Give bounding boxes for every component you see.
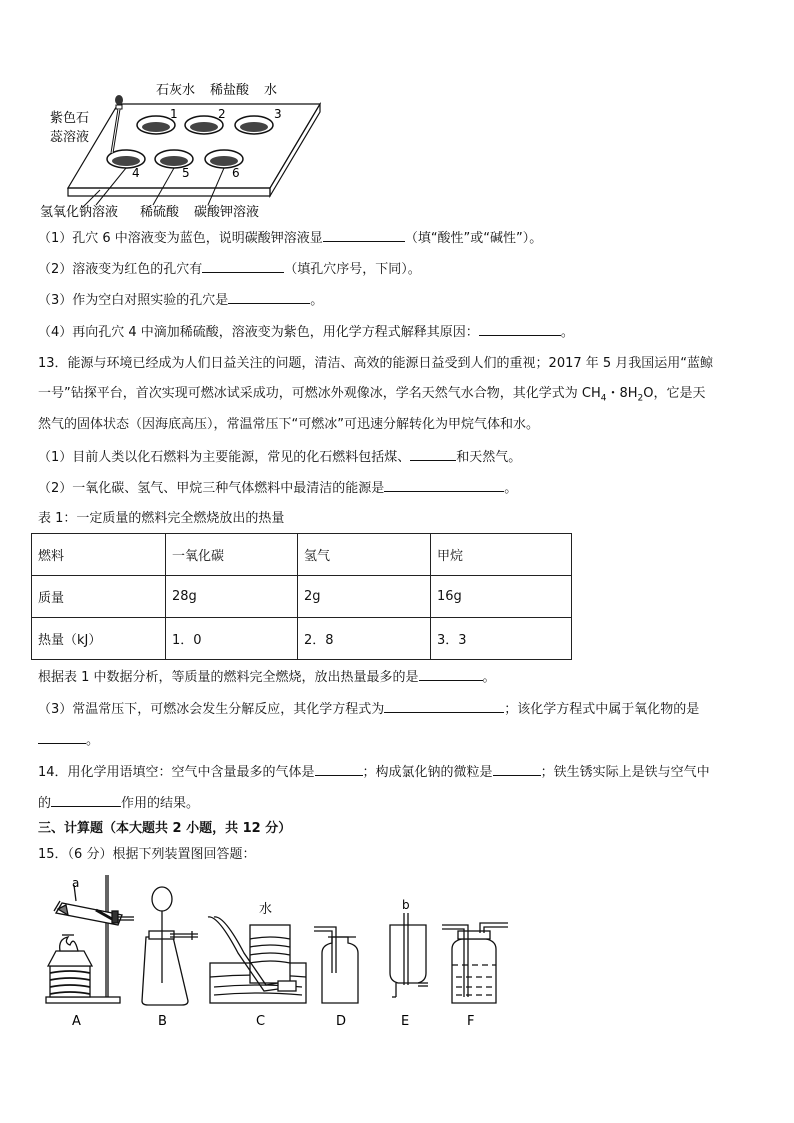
- q13-part1: [38, 448, 521, 467]
- q12-part3-end: 。: [310, 293, 324, 308]
- hole-number-5: 5: [182, 166, 190, 180]
- q13-part2: [38, 479, 517, 498]
- q13-line2-tail: O，它是天: [643, 386, 706, 401]
- table-header-row: [32, 534, 572, 576]
- q14-text-d: 的: [38, 796, 52, 811]
- q13-analysis: [38, 668, 496, 687]
- label-dilute-h2so4: 稀硫酸: [140, 205, 180, 220]
- subscript-4: 4: [600, 393, 607, 404]
- answer-blank[interactable]: [51, 794, 121, 807]
- hole-number-4: 4: [132, 166, 140, 180]
- answer-blank[interactable]: [315, 763, 363, 776]
- apparatus-b: [142, 887, 198, 1005]
- table-header-cell: 燃料: [32, 534, 166, 576]
- table-row: [32, 618, 572, 660]
- table-row: [32, 576, 572, 618]
- label-dilute-hcl: 稀盐酸: [210, 83, 250, 98]
- q14-text-c: ；铁生锈实际上是铁与空气中: [540, 765, 710, 780]
- well-3: [235, 116, 273, 134]
- label-a: a: [72, 876, 80, 890]
- fuel-heat-table: [31, 533, 572, 660]
- q13-line2: [38, 385, 705, 408]
- q13-part3-text: （3）常温常压下，可燃冰会发生分解反应，其化学方程式为: [38, 702, 385, 717]
- table-cell: 热量（kJ）: [32, 618, 166, 660]
- table-cell: 1．0: [166, 618, 298, 660]
- answer-blank[interactable]: [384, 479, 504, 492]
- dropper-icon: [112, 95, 123, 153]
- q13-analysis-end: 。: [482, 670, 496, 685]
- q13-line2-text: 一号”钻探平台，首次实现可燃冰试采成功，可燃冰外观像冰，学名天然气水合物，其化学式为 CH: [38, 386, 601, 401]
- q13-part2-text: （2）一氧化碳、氢气、甲烷三种气体燃料中最清洁的能源是: [38, 481, 385, 496]
- apparatus-f: [442, 923, 508, 1003]
- apparatus-c: [208, 917, 306, 1003]
- q12-part3-text: （3）作为空白对照实验的孔穴是: [38, 293, 229, 308]
- answer-blank[interactable]: [38, 731, 86, 744]
- apparatus-label-f: F: [467, 1014, 475, 1029]
- table-header-cell: 一氧化碳: [166, 534, 298, 576]
- label-naoh: 氢氧化钠溶液: [40, 205, 119, 220]
- q14-line2: [38, 794, 199, 813]
- answer-blank[interactable]: [323, 229, 405, 242]
- apparatus-d: [314, 927, 358, 1003]
- answer-blank[interactable]: [479, 323, 561, 336]
- answer-blank[interactable]: [410, 448, 456, 461]
- apparatus-label-d: D: [336, 1014, 347, 1029]
- q12-part2-text: （2）溶液变为红色的孔穴有: [38, 262, 203, 277]
- q14-text-e: 作用的结果。: [121, 796, 200, 811]
- section-heading: 三、计算题（本大题共 2 小题，共 12 分）: [38, 821, 292, 836]
- apparatus-label-b: B: [158, 1014, 167, 1029]
- q13-part3-end: 。: [86, 733, 100, 748]
- subscript-2: 2: [637, 393, 644, 404]
- q13-part3-cont: [38, 731, 99, 750]
- q12-part4-end: 。: [560, 325, 574, 340]
- q12-part2-hint: （填孔穴序号，下同）。: [284, 262, 421, 277]
- q13-part3: [38, 700, 699, 719]
- hole-number-6: 6: [232, 166, 240, 180]
- apparatus-a: [46, 875, 134, 1003]
- label-litmus-1: 紫色石: [50, 111, 90, 126]
- answer-blank[interactable]: [202, 260, 284, 273]
- q14-text-b: ；构成氯化钠的微粒是: [362, 765, 493, 780]
- q14-line1: [38, 763, 710, 782]
- answer-blank[interactable]: [384, 700, 504, 713]
- label-water: 水: [264, 83, 278, 98]
- answer-blank[interactable]: [228, 291, 310, 304]
- table-cell: 28g: [166, 576, 298, 618]
- hole-number-1: 1: [170, 107, 178, 121]
- q13-line3: 然气的固体状态（因海底高压），常温常压下“可燃冰”可迅速分解转化为甲烷气体和水。: [38, 417, 539, 432]
- answer-blank[interactable]: [419, 668, 483, 681]
- label-litmus-2: 蕊溶液: [50, 130, 90, 145]
- q12-part3: [38, 291, 323, 310]
- q13-part3-mid: ；该化学方程式中属于氧化物的是: [504, 702, 700, 717]
- table-cell: 2g: [298, 576, 431, 618]
- apparatus-label-e: E: [401, 1014, 410, 1029]
- q13-analysis-text: 根据表 1 中数据分析，等质量的燃料完全燃烧，放出热量最多的是: [38, 670, 419, 685]
- well-plate-figure: [38, 78, 338, 223]
- q12-part4-text: （4）再向孔穴 4 中滴加稀硫酸，溶液变为紫色，用化学方程式解释其原因：: [38, 325, 479, 340]
- table-cell: 16g: [431, 576, 572, 618]
- label-b: b: [402, 898, 410, 912]
- table-header-cell: 氢气: [298, 534, 431, 576]
- apparatus-figure: [38, 873, 508, 1033]
- q12-part1: [38, 229, 542, 248]
- label-limewater: 石灰水: [156, 83, 196, 98]
- q13-line1: 13．能源与环境已经成为人们日益关注的问题，清洁、高效的能源日益受到人们的重视；2017 年 5 月我国运用“蓝鲸: [38, 356, 714, 371]
- q15-stem: 15．（6 分）根据下列装置图回答题：: [38, 847, 256, 862]
- q13-part1-text: （1）目前人类以化石燃料为主要能源，常见的化石燃料包括煤、: [38, 450, 411, 465]
- q12-part2: [38, 260, 421, 279]
- q12-part4: [38, 323, 574, 342]
- hole-number-3: 3: [274, 107, 282, 121]
- apparatus-label-c: C: [256, 1014, 266, 1029]
- q13-line2-dot: ・8H: [606, 386, 638, 401]
- hole-number-2: 2: [218, 107, 226, 121]
- apparatus-e: [390, 913, 428, 997]
- q12-part1-text: （1）孔穴 6 中溶液变为蓝色，说明碳酸钾溶液显: [38, 231, 323, 246]
- q14-text-a: 14．用化学用语填空：空气中含量最多的气体是: [38, 765, 315, 780]
- label-k2co3: 碳酸钾溶液: [194, 205, 260, 220]
- q12-part1-hint: （填“酸性”或“碱性”）。: [404, 231, 543, 246]
- table-caption: 表 1：一定质量的燃料完全燃烧放出的热量: [38, 511, 285, 526]
- label-water-c: 水: [259, 902, 273, 917]
- table-header-cell: 甲烷: [431, 534, 572, 576]
- answer-blank[interactable]: [493, 763, 541, 776]
- q13-part2-end: 。: [504, 481, 518, 496]
- table-cell: 质量: [32, 576, 166, 618]
- table-cell: 3．3: [431, 618, 572, 660]
- table-cell: 2．8: [298, 618, 431, 660]
- apparatus-label-a: A: [72, 1014, 81, 1029]
- q13-part1-end: 和天然气。: [456, 450, 522, 465]
